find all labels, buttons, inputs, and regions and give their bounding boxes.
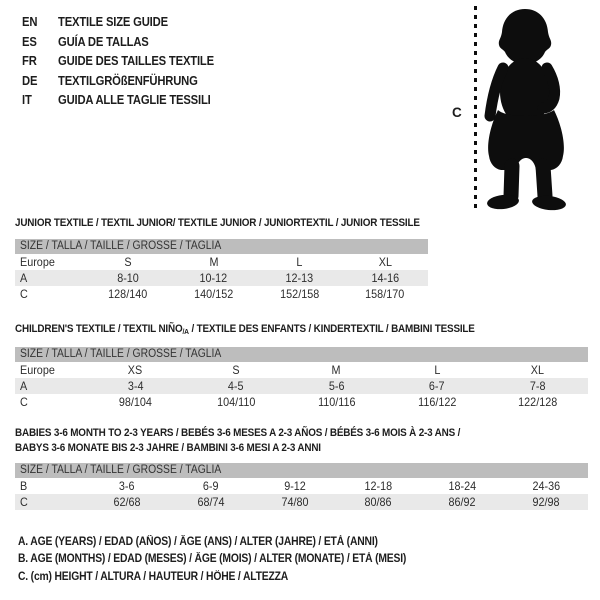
size-cell: 116/122: [417, 395, 457, 409]
row-label: A: [20, 379, 28, 393]
size-cell: 18-24: [448, 479, 477, 493]
size-cell: 80/86: [364, 495, 392, 509]
legend-line-a: A. AGE (YEARS) / EDAD (AÑOS) / ÂGE (ANS) / ALTER (JAHRE) / ETÀ (ANNI): [18, 536, 378, 548]
legend-line-c: C. (cm) HEIGHT / ALTURA / HAUTEUR / HÖHE / ALTEZZA: [18, 570, 289, 583]
size-cell: 12-18: [364, 479, 393, 493]
measurement-legend: [18, 534, 449, 586]
language-row: [22, 91, 231, 111]
size-cell: 6-7: [429, 379, 445, 393]
language-title: GUIDA ALLE TAGLIE TESSILI: [58, 93, 211, 107]
baby-silhouette-icon: [482, 6, 574, 212]
size-cell: 5-6: [328, 379, 345, 393]
size-cell: 98/104: [118, 395, 152, 409]
table-header: SIZE / TALLA / TAILLE / GRÖSSE / TAGLIA: [15, 239, 428, 254]
size-cell: XS: [128, 363, 143, 377]
size-cell: 3-4: [127, 379, 144, 393]
size-cell: 104/110: [216, 395, 256, 409]
children-size-table: [15, 347, 588, 410]
size-cell: 68/74: [197, 495, 225, 509]
language-title: GUIDE DES TAILLES TEXTILE: [58, 54, 214, 68]
size-cell: XL: [378, 255, 392, 269]
row-label: B: [20, 479, 28, 493]
size-cell: L: [296, 255, 303, 269]
size-cell: 158/170: [365, 287, 405, 301]
height-measure-line: [474, 6, 477, 208]
size-cell: 152/158: [279, 287, 319, 301]
size-cell: S: [232, 363, 240, 377]
size-cell: 24-36: [532, 479, 560, 493]
language-code: ES: [22, 34, 37, 49]
size-cell: 92/98: [532, 495, 560, 509]
size-cell: 9-12: [283, 479, 306, 493]
language-code: DE: [22, 73, 38, 88]
size-cell: 62/68: [113, 495, 141, 509]
legend-line-b: B. AGE (MONTHS) / EDAD (MESES) / ÂGE (MOIS) / ALTER (MONATE) / ETÀ (MESI): [18, 553, 407, 566]
row-label: Europe: [20, 255, 55, 269]
table-header: SIZE / TALLA / TAILLE / GRÖSSE / TAGLIA: [15, 463, 588, 478]
language-code: IT: [22, 93, 32, 107]
table-row: [15, 362, 588, 378]
row-label: C: [20, 495, 28, 509]
language-code: FR: [22, 54, 37, 68]
size-cell: 128/140: [108, 287, 148, 301]
size-cell: 7-8: [529, 379, 546, 393]
size-cell: 4-5: [228, 379, 244, 393]
size-cell: 6-9: [202, 479, 219, 493]
size-cell: L: [434, 363, 441, 377]
table-row: [15, 254, 428, 270]
junior-size-table: [15, 239, 428, 302]
size-cell: 3-6: [119, 479, 135, 493]
table-header: SIZE / TALLA / TAILLE / GRÖSSE / TAGLIA: [15, 347, 588, 362]
row-label: A: [20, 271, 28, 285]
junior-table-title: JUNIOR TEXTILE / TEXTIL JUNIOR/ TEXTILE JUNIOR / JUNIORTEXTIL / JUNIOR TESSILE: [15, 217, 420, 229]
size-cell: 8-10: [117, 271, 139, 285]
table-row: [15, 286, 428, 302]
babies-size-table: [15, 463, 588, 510]
row-label: Europe: [20, 363, 55, 377]
table-row: [15, 270, 428, 286]
size-cell: 140/152: [194, 287, 234, 301]
size-cell: XL: [531, 363, 545, 377]
row-label: C: [20, 287, 28, 301]
size-cell: 110/116: [317, 395, 356, 409]
size-cell: 122/128: [518, 395, 558, 409]
size-cell: M: [209, 255, 219, 269]
size-cell: 10-12: [199, 271, 228, 285]
subscript-suffix: /A: [182, 327, 189, 336]
size-cell: 74/80: [281, 495, 309, 509]
language-row: [22, 33, 231, 53]
language-row: [22, 13, 231, 33]
size-cell: S: [124, 255, 132, 269]
language-title: TEXTILE SIZE GUIDE: [58, 15, 168, 29]
height-measure-label: C: [452, 105, 462, 120]
table-row: [15, 378, 588, 394]
table-row: [15, 494, 588, 510]
size-cell: 14-16: [371, 271, 399, 285]
table-row: [15, 394, 588, 410]
language-code: EN: [22, 15, 38, 29]
row-label: C: [20, 395, 28, 409]
size-cell: M: [331, 363, 341, 377]
language-row: [22, 72, 231, 92]
children-table-title: CHILDREN'S TEXTILE / TEXTIL $NIÑO_{/A}$ / TEXTILE DES ENFANTS / KINDERTEXTIL / BAMBINI TESSILE: [15, 323, 475, 336]
table-row: [15, 478, 588, 494]
babies-table-title: BABIES 3-6 MONTH TO 2-3 YEARS / BEBÉS 3-6 MESES A 2-3 AÑOS / BÉBÉS 3-6 MOIS À 2-3 ANS / BABYS 3-6 MONATE BIS 2-3 JAHRE / BAMBINI 3-6 MESI A 2-3 ANNI: [15, 427, 461, 454]
size-cell: 12-13: [285, 271, 314, 285]
language-row: [22, 52, 231, 72]
size-cell: 86/92: [448, 495, 476, 509]
language-title: GUÍA DE TALLAS: [58, 34, 149, 49]
language-header: [22, 13, 231, 111]
language-title: TEXTILGRÖßENFÜHRUNG: [58, 73, 198, 88]
